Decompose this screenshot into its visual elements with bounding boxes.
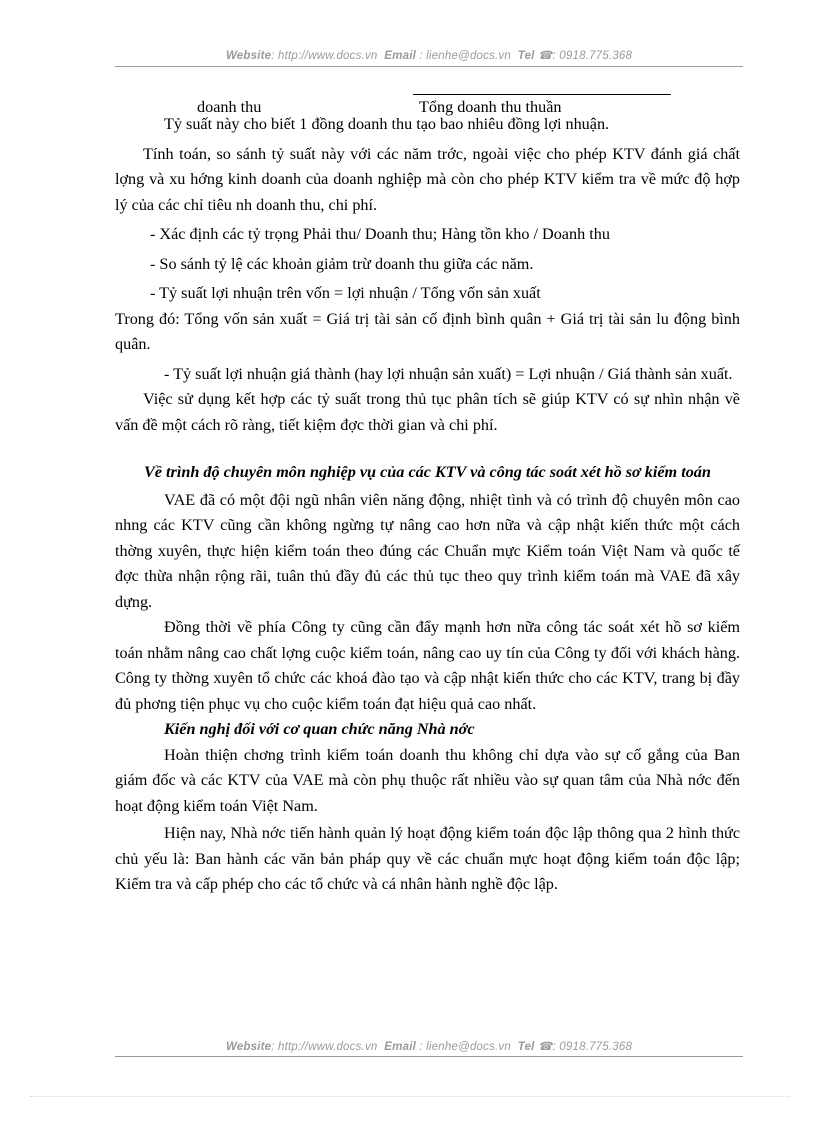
paragraph-5: Việc sử dụng kết hợp các tỷ suất trong thủ tục phân tích sẽ giúp KTV có sự nhìn nhận về vấn đề một cách rõ ràng, tiết kiệm đợc thời gian và chi phí. (115, 390, 740, 434)
bullet-1: - Xác định các tỷ trọng Phải thu/ Doanh thu; Hàng tồn kho / Doanh thu (150, 225, 610, 243)
tel-value: : 0918.775.368 (552, 50, 633, 62)
footer-website-value: : http://www.docs.vn (271, 1041, 378, 1053)
paragraph-6: VAE đã có một đội ngũ nhân viên năng động, nhiệt tình và có trình độ chuyên môn cao nhng các KTV cũng cần không ngừng tự nâng cao hơn nữa và cập nhật kiến thức một cách thờng xuyên, thực hiện kiểm toán theo đúng các Chuẩn mực Kiểm toán Việt Nam và quốc tế đợc thừa nhận rộng rãi, tuân thủ đầy đủ các thủ tục theo quy trình kiểm toán mà VAE đã xây dựng. (115, 490, 740, 611)
email-label: Email (384, 50, 416, 62)
formula-fraction (115, 84, 740, 116)
paragraph-7: Đồng thời về phía Công ty cũng cần đẩy mạnh hơn nữa công tác soát xét hồ sơ kiểm toán nhằm nâng cao chất lợng cuộc kiểm toán, nâng cao uy tín của Công ty đối với khách hàng. Công ty thờng xuyên tổ chức các khoá đào tạo và cập nhật kiến thức cho các KTV, trang bị đầy đủ phơng tiện phục vụ cho cuộc kiểm toán đạt hiệu quả cao nhất. (115, 618, 740, 713)
bullet-3: - Tỷ suất lợi nhuận trên vốn = lợi nhuận / Tổng vốn sản xuất (150, 284, 541, 302)
email-value: : lienhe@docs.vn (419, 50, 511, 62)
section-heading-1: Về trình độ chuyên môn nghiệp vụ của các KTV và công tác soát xét hồ sơ kiểm toán (144, 463, 711, 481)
document-body (115, 84, 740, 898)
paragraph-3: Trong đó: Tổng vốn sản xuất = Giá trị tài sản cố định bình quân + Giá trị tài sản lu động bình quân. (115, 309, 740, 353)
footer-phone-icon: ☎ (537, 1041, 553, 1053)
footer-email-value: : lienhe@docs.vn (419, 1041, 511, 1053)
page-bottom-border (30, 1096, 790, 1097)
page-footer (115, 1039, 743, 1053)
bullet-2: - So sánh tỷ lệ các khoản giảm trừ doanh thu giữa các năm. (150, 254, 534, 273)
paragraph-1: Tỷ suất này cho biết 1 đồng doanh thu tạo bao nhiêu đồng lợi nhuận. (164, 115, 610, 133)
footer-website-label: Website (225, 1041, 272, 1053)
header-rule (115, 66, 743, 67)
page-header (115, 48, 743, 62)
section-heading-2: Kiến nghị đối với cơ quan chức năng Nhà nớc (164, 720, 475, 738)
paragraph-2: Tính toán, so sánh tỷ suất này với các năm trớc, ngoài việc cho phép KTV đánh giá chất lợng và xu hớng kinh doanh của doanh nghiệp mà còn cho phép KTV kiểm tra về mức độ hợp lý của các chỉ tiêu nh doanh thu, chi phí. (115, 144, 740, 214)
paragraph-8: Hoàn thiện chơng trình kiểm toán doanh thu không chỉ dựa vào sự cố gắng của Ban giám đốc và các KTV của VAE mà còn phụ thuộc rất nhiều vào sự quan tâm của Nhà nớc đến hoạt động kiểm toán Việt Nam. (115, 745, 740, 815)
section-gap (115, 438, 740, 460)
phone-icon: ☎ (537, 50, 553, 62)
formula-left: doanh thu (197, 98, 262, 116)
footer-email-label: Email (384, 1041, 416, 1053)
footer-rule (115, 1056, 743, 1057)
website-value: : http://www.docs.vn (271, 50, 378, 62)
formula-right: Tổng doanh thu thuần (419, 98, 562, 116)
paragraph-9: Hiện nay, Nhà nớc tiến hành quản lý hoạt động kiểm toán độc lập thông qua 2 hình thức chủ yếu là: Ban hành các văn bản pháp quy về các chuẩn mực hoạt động kiểm toán độc lập; Kiểm tra và cấp phép cho các tổ chức và cá nhân hành nghề độc lập. (115, 824, 740, 893)
footer-tel-label: Tel (517, 1041, 535, 1053)
footer-tel-value: : 0918.775.368 (552, 1041, 633, 1053)
website-label: Website (225, 50, 272, 62)
paragraph-4: - Tỷ suất lợi nhuận giá thành (hay lợi nhuận sản xuất) = Lợi nhuận / Giá thành sản xuất. (164, 364, 733, 383)
tel-label: Tel (517, 50, 535, 62)
